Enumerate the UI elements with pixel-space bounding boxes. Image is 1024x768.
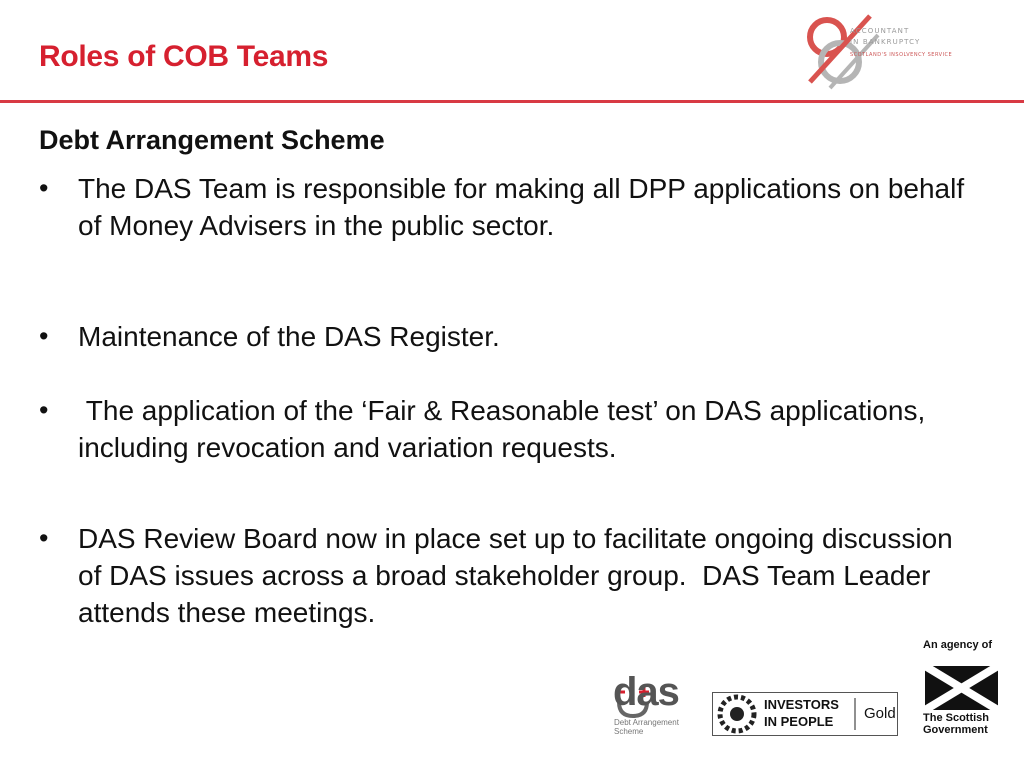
title-divider (0, 100, 1024, 103)
bullet-item (39, 318, 999, 355)
ab-line3: SCOTLAND'S INSOLVENCY SERVICE (850, 52, 953, 58)
bullet-text: The DAS Team is responsible for making all DPP applications on behalf of Money Advisers in the public sector. (78, 173, 972, 241)
scotgov-line2: Government (923, 724, 988, 736)
bullet-text: DAS Review Board now in place set up to facilitate ongoing discussion of DAS issues across a broad stakeholder group. DAS Team Leader attends these meetings. (78, 523, 961, 628)
das-wordmark: das (613, 670, 679, 714)
ab-line2: IN BANKRUPTCY (850, 38, 921, 46)
bullet-marker: • (39, 395, 49, 425)
das-subtitle-line1: Debt Arrangement (614, 718, 679, 727)
das-subtitle (614, 718, 704, 736)
accountant-in-bankruptcy-logo (800, 10, 990, 92)
bullet-item (39, 520, 999, 631)
bullet-text: The application of the ‘Fair & Reasonable test’ on DAS applications, including revocation and variation requests. (78, 395, 934, 463)
bullet-item (39, 392, 999, 466)
bullet-marker: • (39, 173, 49, 203)
bullet-marker: • (39, 523, 49, 553)
scotgov-line1: The Scottish (923, 712, 990, 724)
bullet-marker: • (39, 321, 49, 351)
section-heading: Debt Arrangement Scheme (39, 125, 385, 155)
iip-level: Gold (864, 705, 896, 722)
saltire-flag-icon (925, 666, 998, 710)
iip-line1: INVESTORS (764, 697, 839, 712)
scottish-government-label (923, 712, 1013, 736)
iip-line2: IN PEOPLE (764, 714, 834, 729)
bullet-text: Maintenance of the DAS Register. (78, 321, 500, 352)
agency-label: An agency of (923, 639, 993, 651)
das-subtitle-line2: Scheme (614, 727, 644, 736)
bullet-item (39, 170, 999, 244)
slide-title: Roles of COB Teams (39, 40, 329, 73)
ab-line1: ACCOUNTANT (850, 27, 910, 35)
